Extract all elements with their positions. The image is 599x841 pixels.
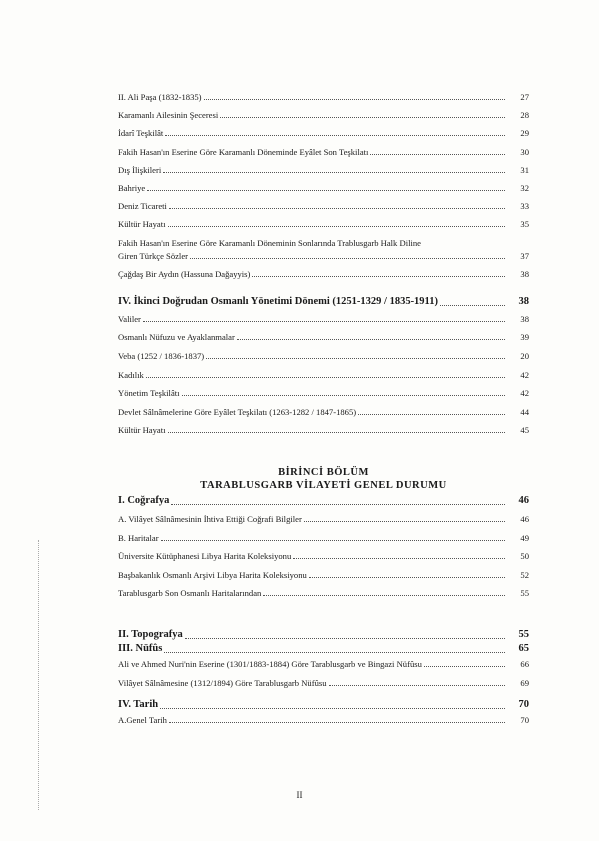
toc-entry-label: B. Haritalar [118, 532, 159, 543]
toc-entry [118, 570, 529, 580]
toc-leader-dots [163, 171, 505, 173]
toc-section-osmanli [118, 314, 529, 436]
toc-chapter-topografya [118, 629, 529, 641]
toc-page-number: 65 [518, 642, 529, 654]
toc-leader-dots [263, 594, 505, 596]
toc-page-number: 28 [520, 110, 529, 121]
toc-leader-dots [293, 557, 505, 559]
toc-entry-label: Başbakanlık Osmanlı Arşivi Libya Harita Koleksiyonu [118, 569, 307, 580]
toc-page-number: 37 [520, 250, 529, 261]
toc-page-number: 31 [520, 164, 529, 175]
toc-entry [118, 238, 529, 248]
toc-page-number: 69 [520, 677, 529, 688]
toc-leader-dots [252, 275, 505, 277]
toc-entry [118, 715, 529, 725]
toc-section-karamanli [118, 92, 529, 279]
toc-chapter-ikinci-donem [118, 296, 529, 308]
toc-leader-dots [304, 520, 505, 522]
toc-entry-label: Deniz Ticareti [118, 201, 167, 212]
toc-leader-dots [237, 338, 505, 340]
toc-leader-dots [329, 684, 505, 686]
toc-entry [118, 388, 529, 398]
toc-entry-label: Üniversite Kütüphanesi Libya Harita Koleksiyonu [118, 551, 292, 562]
toc-entry-label: Osmanlı Nüfuzu ve Ayaklanmalar [118, 332, 235, 343]
toc-leader-dots [143, 320, 505, 322]
toc-entry-label: Devlet Sâlnâmelerine Göre Eyâlet Teşkilatı (1263-1282 / 1847-1865) [118, 406, 357, 417]
toc-entry-label: Kadılık [118, 369, 144, 380]
toc-page-number: 38 [520, 268, 529, 279]
toc-leader-dots [147, 189, 505, 191]
toc-leader-dots [182, 394, 505, 396]
toc-entry-label: Giren Türkçe Sözler [118, 250, 188, 261]
toc-entry [118, 332, 529, 342]
toc-entry [118, 128, 529, 138]
toc-entry [118, 183, 529, 193]
toc-page-number: 30 [520, 146, 529, 157]
toc-leader-dots [190, 257, 505, 259]
toc-page-number: 38 [520, 313, 529, 324]
toc-section-cografya [118, 514, 529, 598]
toc-chapter-label: IV. İkinci Doğrudan Osmanlı Yönetimi Dönemi (1251-1329 / 1835-1911) [118, 295, 438, 307]
toc-entry [118, 351, 529, 361]
toc-entry-label: Valiler [118, 313, 141, 324]
toc-entry [118, 678, 529, 688]
toc-page-number: 45 [520, 425, 529, 436]
toc-section-tarih [118, 715, 529, 725]
toc-leader-dots [171, 503, 505, 505]
toc-leader-dots [146, 376, 505, 378]
toc-chapter-nufus [118, 643, 529, 655]
toc-page-number: 55 [518, 628, 529, 640]
toc-leader-dots [169, 721, 505, 723]
toc-page-number: 42 [520, 388, 529, 399]
toc-entry-label: Bahriye [118, 182, 146, 193]
toc-entry [118, 514, 529, 524]
toc-page-number: 50 [520, 551, 529, 562]
toc-leader-dots [165, 134, 505, 136]
toc-entry-label: A.Genel Tarih [118, 714, 167, 725]
toc-entry [118, 147, 529, 157]
toc-page-number: 70 [520, 714, 529, 725]
toc-leader-dots [206, 357, 505, 359]
toc-page-number: 44 [520, 406, 529, 417]
toc-entry [118, 407, 529, 417]
toc-page-number: 35 [520, 219, 529, 230]
toc-page-number: 52 [520, 569, 529, 580]
toc-leader-dots [160, 707, 505, 709]
toc-entry [118, 659, 529, 669]
page-number: II [296, 790, 303, 800]
toc-entry-label: A. Vilâyet Sâlnâmesinin İhtiva Ettiği Coğrafi Bilgiler [118, 514, 302, 525]
toc-entry [118, 588, 529, 598]
toc-page-number: 46 [520, 514, 529, 525]
toc-entry [118, 92, 529, 102]
toc-entry-label: Ali ve Ahmed Nuri'nin Eserine (1301/1883-1884) Göre Tarablusgarb ve Bingazi Nüfûsu [118, 658, 422, 669]
toc-entry [118, 251, 529, 261]
toc-entry [118, 551, 529, 561]
toc-page-number: 46 [518, 495, 529, 507]
toc-entry [118, 533, 529, 543]
toc-leader-dots [440, 304, 505, 306]
toc-page-number: 38 [518, 295, 529, 307]
toc-page-number: 32 [520, 182, 529, 193]
toc-entry [118, 201, 529, 211]
toc-chapter-tarih [118, 699, 529, 711]
toc-page-number: 42 [520, 369, 529, 380]
toc-leader-dots [204, 98, 505, 100]
toc-entry [118, 219, 529, 229]
toc-leader-dots [370, 153, 505, 155]
toc-entry-label: Yönetim Teşkilâtı [118, 388, 180, 399]
toc-entry [118, 269, 529, 279]
margin-scan-artifact [38, 540, 40, 810]
toc-entry-label: Vilâyet Sâlnâmesine (1312/1894) Göre Tarablusgarb Nüfûsu [118, 677, 327, 688]
toc-chapter-label: I. Coğrafya [118, 495, 170, 507]
toc-chapter-cografya [118, 495, 529, 507]
toc-chapter-label: IV. Tarih [118, 698, 159, 710]
toc-entry-label: Veba (1252 / 1836-1837) [118, 351, 205, 362]
toc-page-number: 33 [520, 201, 529, 212]
toc-leader-dots [220, 116, 505, 118]
toc-entry-label: Dış İlişkileri [118, 164, 162, 175]
toc-chapter-label: III. Nüfûs [118, 642, 163, 654]
toc-leader-dots [164, 651, 505, 653]
toc-entry-label: Kültür Hayatı [118, 219, 166, 230]
toc-leader-dots [424, 665, 505, 667]
toc-page-number: 29 [520, 128, 529, 139]
toc-entry [118, 425, 529, 435]
toc-entry-label: Kültür Hayatı [118, 425, 166, 436]
part-heading-2: TARABLUSGARB VİLAYETİ GENEL DURUMU [200, 480, 447, 492]
toc-chapter-label: II. Topografya [118, 628, 183, 640]
toc-page-number: 66 [520, 658, 529, 669]
toc-entry [118, 110, 529, 120]
toc-leader-dots [185, 637, 505, 639]
toc-entry [118, 314, 529, 324]
toc-page-number: 49 [520, 532, 529, 543]
toc-page-number: 39 [520, 332, 529, 343]
toc-entry-label: Fakih Hasan'ın Eserine Göre Karamanlı Döneminde Eyâlet Son Teşkilatı [118, 146, 369, 157]
toc-leader-dots [168, 225, 506, 227]
toc-page-number: 27 [520, 92, 529, 102]
toc-entry-label: Karamanlı Ailesinin Şeceresi [118, 110, 219, 121]
toc-section-nufus [118, 659, 529, 688]
toc-entry-label: II. Ali Paşa (1832-1835) [118, 92, 202, 102]
toc-page-number: 20 [520, 351, 529, 362]
toc-leader-dots [168, 431, 506, 433]
table-of-contents [118, 92, 529, 731]
toc-entry-label: Çağdaş Bir Aydın (Hassuna Dağayyis) [118, 268, 251, 279]
toc-leader-dots [358, 413, 505, 415]
toc-page-number: 70 [518, 698, 529, 710]
toc-leader-dots [309, 576, 505, 578]
toc-entry [118, 370, 529, 380]
toc-entry-label: Fakih Hasan'ın Eserine Göre Karamanlı Döneminin Sonlarında Trablusgarb Halk Diline [118, 237, 421, 248]
toc-entry-label: Tarablusgarb Son Osmanlı Haritalarından [118, 588, 262, 599]
toc-entry [118, 165, 529, 175]
toc-page-number: 55 [520, 588, 529, 599]
toc-entry-label: İdarî Teşkilât [118, 128, 164, 139]
toc-leader-dots [161, 539, 505, 541]
toc-leader-dots [169, 207, 505, 209]
part-heading-1: BİRİNCİ BÖLÜM [278, 467, 369, 479]
